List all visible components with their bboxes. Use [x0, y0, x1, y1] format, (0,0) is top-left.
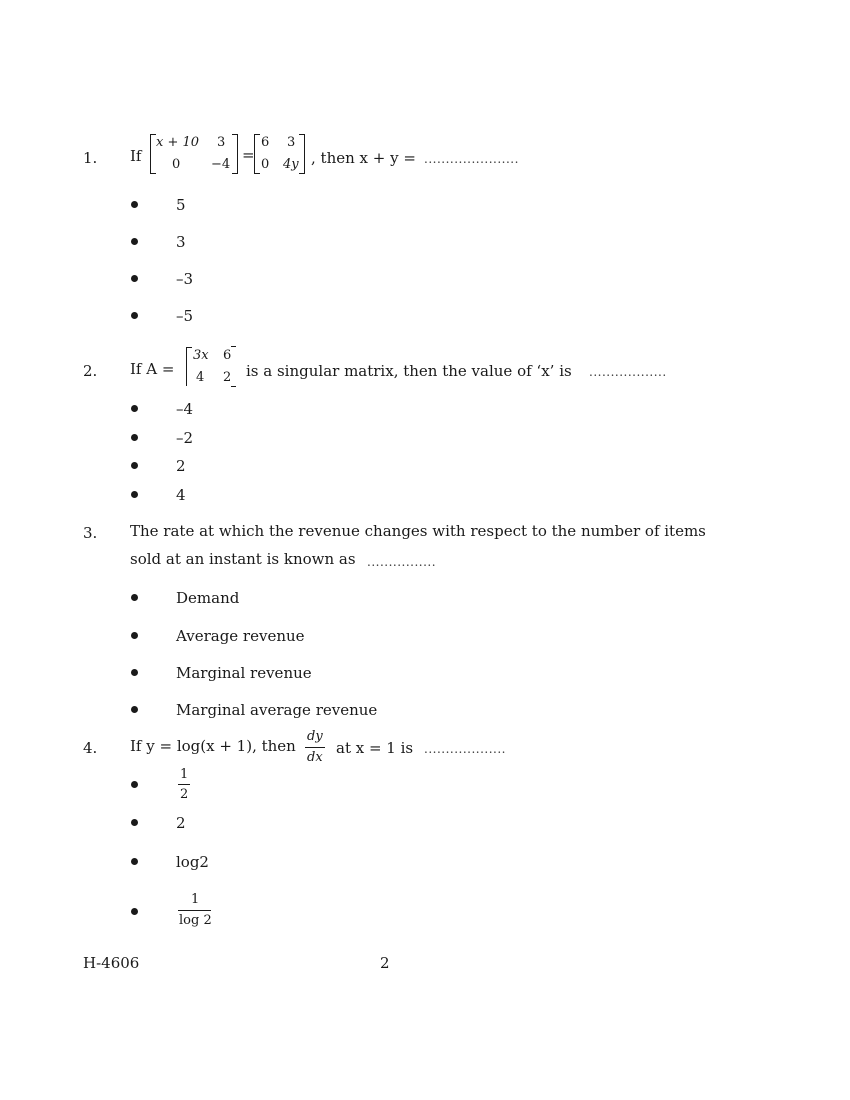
answer-blank: ..................	[589, 365, 667, 379]
question-number: 1.	[83, 149, 98, 167]
fraction-denominator: log 2	[179, 913, 212, 928]
bullet-icon	[131, 669, 138, 676]
option: Marginal revenue	[176, 664, 312, 682]
bullet-icon	[131, 238, 138, 245]
bullet-icon	[131, 201, 138, 208]
matrix-cell: 4y	[283, 157, 299, 172]
option: 2	[176, 814, 186, 832]
matrix-mark	[231, 346, 236, 347]
option: log2	[176, 853, 209, 871]
matrix-mark	[231, 386, 236, 387]
bullet-icon	[131, 405, 138, 412]
question-number: 4.	[83, 739, 98, 757]
option: –2	[176, 429, 194, 447]
bullet-icon	[131, 434, 138, 441]
option: 2	[176, 457, 186, 475]
bullet-icon	[131, 819, 138, 826]
bullet-icon	[131, 275, 138, 282]
question-number: 2.	[83, 362, 98, 380]
option: –3	[176, 270, 194, 288]
fraction-numerator: 1	[191, 892, 200, 907]
matrix-cell: 0	[172, 157, 181, 172]
fraction-numerator: 1	[180, 767, 189, 782]
matrix-cell: 3x	[193, 348, 209, 363]
bullet-icon	[131, 706, 138, 713]
bullet-icon	[131, 594, 138, 601]
matrix-cell: −4	[211, 157, 231, 172]
question-suffix: at x = 1 is	[336, 739, 414, 757]
bracket-right	[299, 134, 305, 174]
fraction-denominator: dx	[307, 750, 323, 765]
question-prefix: If y = log(x + 1), then	[130, 737, 296, 755]
matrix-cell: 0	[261, 157, 270, 172]
matrix-cell: 2	[223, 370, 232, 385]
answer-blank: ...................	[424, 742, 506, 756]
bracket-left	[186, 347, 192, 386]
bullet-icon	[131, 312, 138, 319]
question-suffix: , then x + y =	[311, 149, 416, 167]
bullet-icon	[131, 781, 138, 788]
option: Average revenue	[176, 627, 305, 645]
option: 3	[176, 233, 186, 251]
question-text-line-2: sold at an instant is known as	[130, 550, 356, 568]
matrix-cell: x + 10	[156, 135, 200, 150]
option: 4	[176, 486, 186, 504]
question-number: 3.	[83, 524, 98, 542]
question-suffix: is a singular matrix, then the value of ‘x’ is	[246, 362, 572, 380]
matrix-cell: 6	[261, 135, 270, 150]
option: Demand	[176, 589, 240, 607]
fraction-bar	[178, 910, 211, 911]
answer-blank: ................	[367, 555, 437, 569]
option: –5	[176, 307, 194, 325]
bullet-icon	[131, 462, 138, 469]
option: Marginal average revenue	[176, 701, 378, 719]
matrix-cell: 6	[223, 348, 232, 363]
matrix-cell: 4	[196, 370, 205, 385]
fraction-bar	[178, 784, 190, 785]
question-text-line-1: The rate at which the revenue changes with respect to the number of items	[130, 522, 706, 540]
matrix-cell: 3	[217, 135, 226, 150]
paper-code: H-4606	[83, 954, 140, 972]
bracket-left	[254, 134, 260, 174]
matrix-cell: 3	[287, 135, 296, 150]
option: –4	[176, 400, 194, 418]
page-number: 2	[380, 954, 390, 972]
bullet-icon	[131, 632, 138, 639]
question-prefix: If A =	[130, 360, 175, 378]
question-prefix: If	[130, 147, 142, 165]
fraction-denominator: 2	[180, 787, 189, 802]
fraction-bar	[305, 747, 325, 748]
bullet-icon	[131, 858, 138, 865]
bullet-icon	[131, 908, 138, 915]
bullet-icon	[131, 491, 138, 498]
fraction-numerator: dy	[307, 729, 323, 744]
option: 5	[176, 196, 186, 214]
answer-blank: ......................	[424, 152, 519, 166]
equals-sign: =	[242, 146, 255, 164]
bracket-right	[232, 134, 238, 174]
